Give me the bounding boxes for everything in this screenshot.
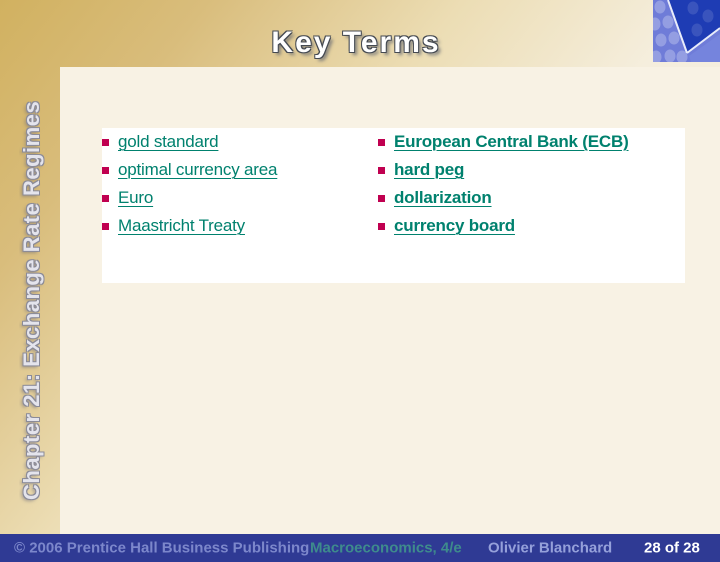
square-bullet-icon: [378, 223, 385, 230]
key-term-link[interactable]: hard peg: [394, 160, 465, 179]
square-bullet-icon: [378, 139, 385, 146]
footer-copyright: © 2006 Prentice Hall Business Publishing: [14, 539, 310, 557]
key-term-item: [378, 184, 685, 212]
square-bullet-icon: [102, 195, 109, 202]
key-term-item: [102, 184, 378, 212]
footer-author: Olivier Blanchard: [488, 539, 613, 557]
key-term-item: [378, 212, 685, 240]
key-term-item: [378, 128, 685, 156]
key-terms-box: [102, 128, 685, 283]
chapter-sidebar-label: Chapter 21: Exchange Rate Regimes: [19, 100, 44, 500]
footer-bar: [0, 534, 720, 562]
key-term-link[interactable]: dollarization: [394, 188, 492, 207]
square-bullet-icon: [378, 167, 385, 174]
square-bullet-icon: [102, 139, 109, 146]
key-term-link[interactable]: Euro: [118, 188, 154, 207]
footer-page-indicator: 28 of 28: [644, 539, 700, 557]
square-bullet-icon: [102, 223, 109, 230]
key-term-link[interactable]: European Central Bank (ECB): [394, 132, 629, 151]
key-term-link[interactable]: gold standard: [118, 132, 219, 151]
key-term-item: [102, 156, 378, 184]
key-term-link[interactable]: currency board: [394, 216, 515, 235]
square-bullet-icon: [102, 167, 109, 174]
slide-title: Key Terms: [271, 26, 441, 59]
key-terms-left-list: [102, 128, 378, 283]
key-terms-right-list: [378, 128, 685, 283]
key-term-item: [102, 212, 378, 240]
key-term-item: [102, 128, 378, 156]
key-term-link[interactable]: Maastricht Treaty: [118, 216, 245, 235]
key-term-link[interactable]: optimal currency area: [118, 160, 278, 179]
key-term-item: [378, 156, 685, 184]
square-bullet-icon: [378, 195, 385, 202]
footer-book-title: Macroeconomics, 4/e: [310, 539, 462, 557]
